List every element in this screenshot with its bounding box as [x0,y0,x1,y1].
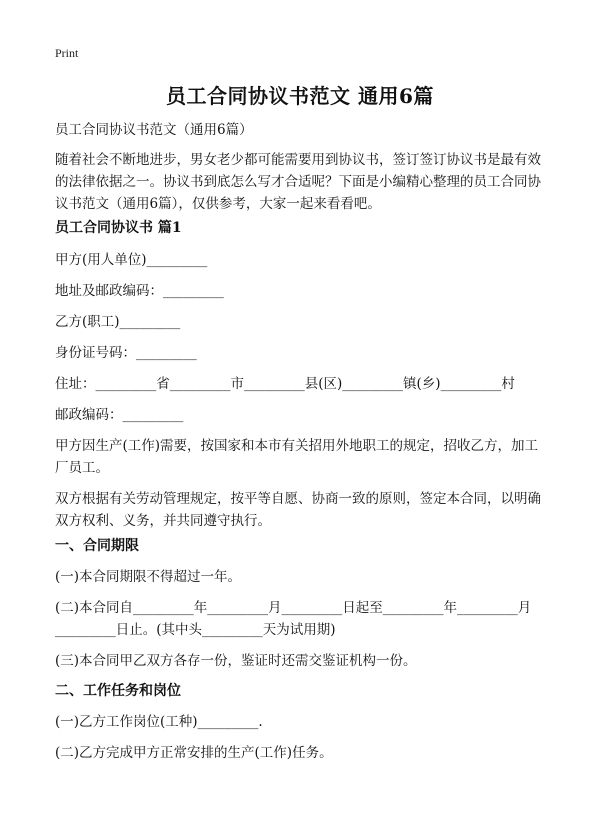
recruit-line-2: 厂员工。 [55,460,109,476]
recruit-line-1: 甲方因生产(工作)需要，按国家和本市有关招用外地职工的规定，招收乙方，加工 [55,438,539,454]
job-heading: 二、工作任务和岗位 [55,683,181,699]
document-subtitle: 员工合同协议书范文（通用6篇） [55,122,253,138]
intro-line-3: 议书范文（通用6篇），仅供参考，大家一起来看看吧。 [55,196,381,212]
agree-line-1: 双方根据有关劳动管理规定，按平等自愿、协商一致的原则，签定本合同，以明确 [55,491,541,507]
term-heading: 一、合同期限 [55,538,139,554]
intro-line-2: 的法律依据之一。协议书到底怎么写才合适呢？下面是小编精心整理的员工合同协 [55,174,541,190]
job-item-1: (一)乙方工作岗位(工种)_________. [55,714,263,730]
term-item-3: (三)本合同甲乙双方各存一份，鉴证时还需交鉴证机构一份。 [55,653,417,669]
party-a-field: 甲方(用人单位)_________ [55,252,208,268]
term-item-1: (一)本合同期限不得超过一年。 [55,569,242,585]
id-number-field: 身份证号码：_________ [55,345,197,361]
job-item-2: (二)乙方完成甲方正常安排的生产(工作)任务。 [55,745,333,761]
term-item-2-line-2: _________日止。(其中头_________天为试用期) [55,622,336,638]
agree-line-2: 双方权利、义务，并共同遵守执行。 [55,513,271,529]
party-b-field: 乙方(职工)_________ [55,314,181,330]
term-item-2-line-1: (二)本合同自_________年_________月_________日起至_________年_________月 [55,600,532,616]
intro-line-1: 随着社会不断地进步，男女老少都可能需要用到协议书，签订签订协议书是最有效 [55,152,541,168]
postal-code-field: 邮政编码：_________ [55,407,184,423]
address-zip-field: 地址及邮政编码：_________ [55,283,224,299]
document-title: 员工合同协议书范文 通用6篇 [166,84,434,108]
print-link[interactable]: Print [55,46,79,60]
section-heading-1: 员工合同协议书 篇1 [55,220,182,236]
residence-field: 住址：_________省_________市_________县(区)_________镇(乡)_________村 [55,376,515,392]
